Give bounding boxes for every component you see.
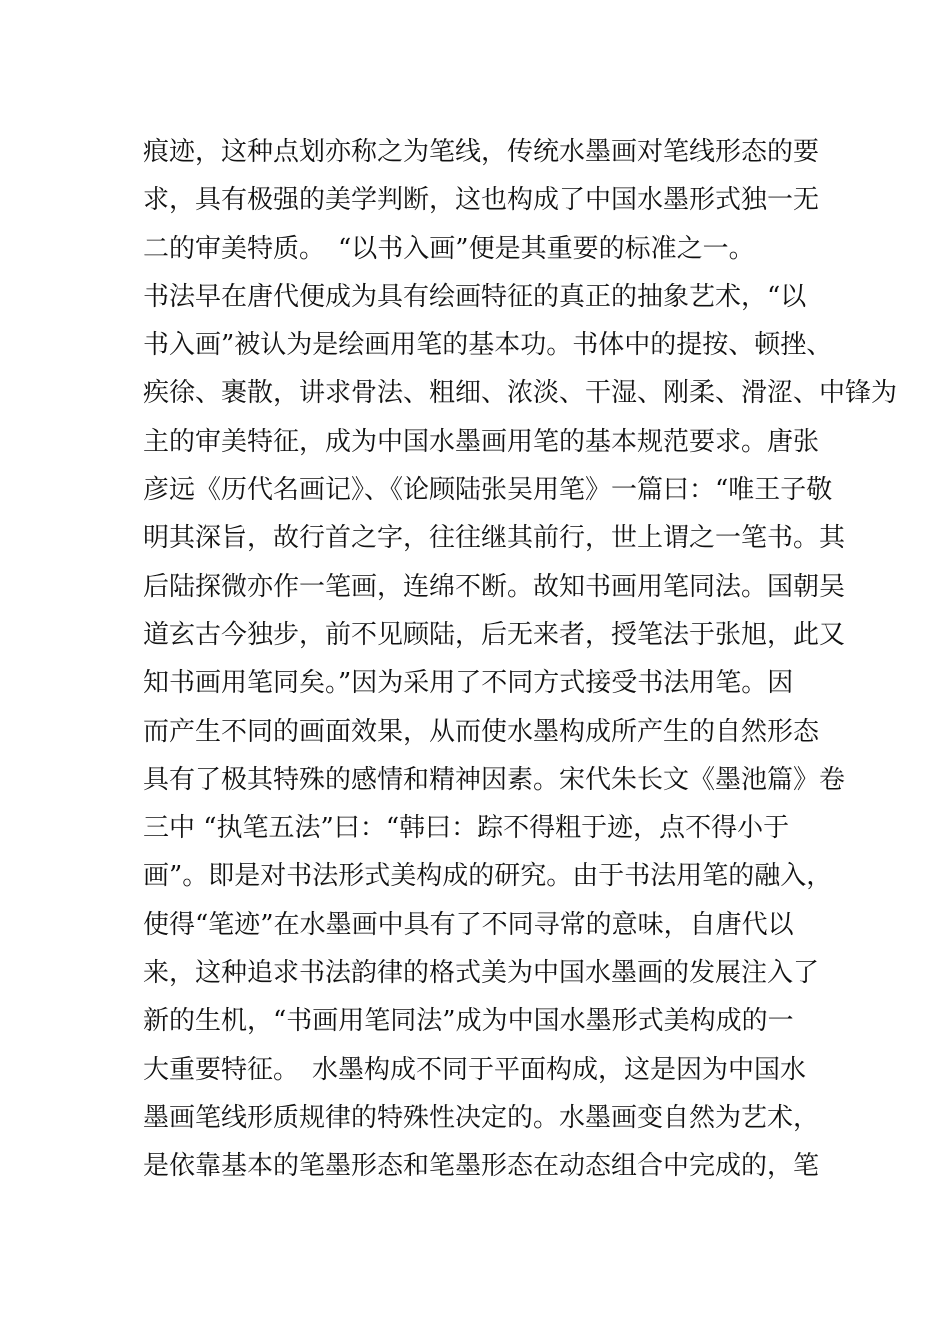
text-line: 疾徐、裹散，讲求骨法、粗细、浓淡、干湿、刚柔、滑涩、中锋为 — [143, 378, 898, 409]
text-line: 书入画”被认为是绘画用笔的基本功。书体中的提按、顿挫、 — [143, 330, 833, 361]
text-line: 道玄古今独步，前不见顾陆，后无来者，授笔法于张旭，此又 — [143, 619, 846, 650]
text-line: 彦远《历代名画记》、《论顾陆张吴用笔》一篇曰：“唯王子敬 — [143, 475, 833, 506]
text-line: 二的审美特质。 “以书入画”便是其重要的标准之一。 — [143, 233, 755, 264]
text-line: 而产生不同的画面效果，从而使水墨构成所产生的自然形态 — [143, 716, 820, 747]
text-line: 墨画笔线形质规律的特殊性决定的。水墨画变自然为艺术， — [143, 1102, 820, 1133]
text-line: 知书画用笔同矣。”因为采用了不同方式接受书法用笔。因 — [143, 668, 794, 699]
text-line: 痕迹，这种点划亦称之为笔线，传统水墨画对笔线形态的要 — [143, 137, 820, 167]
text-line: 后陆探微亦作一笔画，连绵不断。故知书画用笔同法。国朝吴 — [143, 571, 846, 602]
text-line: 来，这种追求书法韵律的格式美为中国水墨画的发展注入了 — [143, 958, 820, 989]
text-line: 求，具有极强的美学判断，这也构成了中国水墨形式独一无 — [143, 185, 820, 216]
body-text — [143, 128, 898, 1191]
text-line: 大重要特征。 水墨构成不同于平面构成，这是因为中国水 — [143, 1054, 807, 1085]
text-line: 是依靠基本的笔墨形态和笔墨形态在动态组合中完成的，笔 — [143, 1151, 820, 1182]
text-line: 具有了极其特殊的感情和精神因素。宋代朱长文《墨池篇》卷 — [143, 764, 846, 795]
text-line: 使得“笔迹”在水墨画中具有了不同寻常的意味，自唐代以 — [143, 909, 794, 940]
text-line: 画”。即是对书法形式美构成的研究。由于书法用笔的融入， — [143, 861, 833, 892]
text-line: 三中 “执笔五法”曰：“韩曰：踪不得粗于迹，点不得小于 — [143, 813, 790, 844]
text-line: 明其深旨，故行首之字，往往继其前行，世上谓之一笔书。其 — [143, 523, 846, 554]
text-line: 主的审美特征，成为中国水墨画用笔的基本规范要求。唐张 — [143, 426, 820, 457]
text-line: 新的生机，“书画用笔同法”成为中国水墨形式美构成的一 — [143, 1006, 794, 1037]
text-line: 书法早在唐代便成为具有绘画特征的真正的抽象艺术，“以 — [143, 281, 807, 312]
